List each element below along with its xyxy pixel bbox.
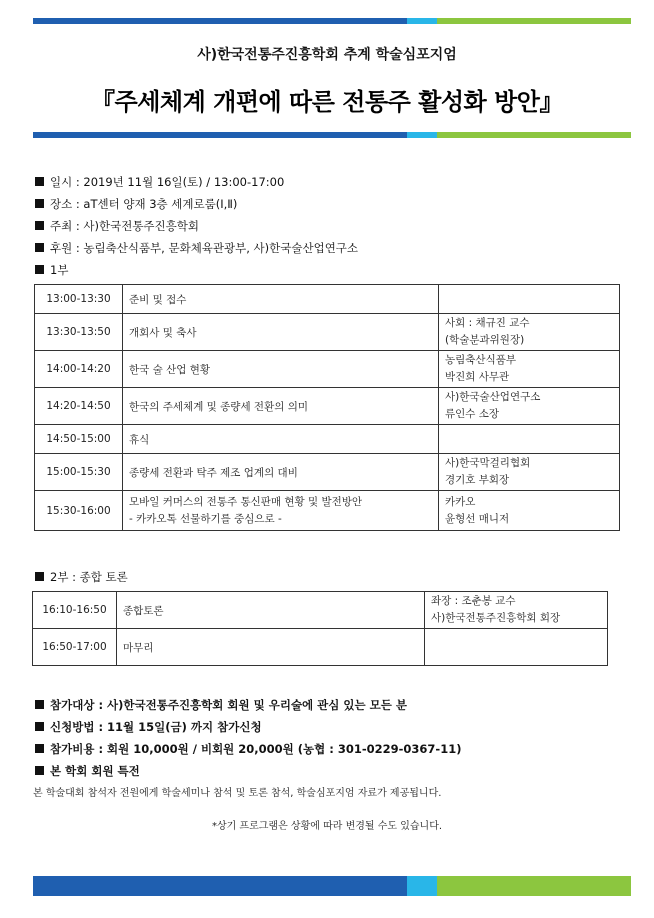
member-benefit-heading: 본 학회 회원 특전 bbox=[35, 763, 140, 779]
bullet-square-icon bbox=[35, 744, 44, 753]
table-row bbox=[35, 388, 620, 425]
info-place: 장소 : aT센터 양재 3층 세계로룸(Ⅰ,Ⅱ) bbox=[35, 196, 237, 212]
speaker-cell bbox=[439, 285, 620, 314]
speaker-cell: 카카오 윤형선 매니저 bbox=[439, 491, 620, 531]
participation-fee: 참가비용 : 회원 10,000원 / 비회원 20,000원 (농협 : 301-0229-0367-11) bbox=[35, 741, 461, 757]
table-row bbox=[35, 314, 620, 351]
participation-target: 참가대상 : 사)한국전통주진흥학회 회원 및 우리술에 관심 있는 모든 분 bbox=[35, 697, 407, 713]
table-row bbox=[35, 285, 620, 314]
table-row bbox=[33, 592, 608, 629]
session-title: 종량세 전환과 탁주 제조 업계의 대비 bbox=[123, 454, 439, 491]
table-row bbox=[35, 351, 620, 388]
session-title: 종합토론 bbox=[117, 592, 425, 629]
time-cell: 13:00-13:30 bbox=[35, 285, 123, 314]
session-title: 한국 술 산업 현황 bbox=[123, 351, 439, 388]
table-row bbox=[33, 629, 608, 666]
change-notice: *상기 프로그램은 상황에 따라 변경될 수도 있습니다. bbox=[211, 821, 443, 832]
part1-heading: 1부 bbox=[35, 262, 68, 278]
part2-program-table bbox=[32, 591, 608, 666]
time-cell: 16:50-17:00 bbox=[33, 629, 117, 666]
time-cell: 15:00-15:30 bbox=[35, 454, 123, 491]
session-title: 준비 및 접수 bbox=[123, 285, 439, 314]
table-row bbox=[35, 491, 620, 531]
page-title: 『주세체계 개편에 따른 전통주 활성화 방안』 bbox=[91, 88, 563, 116]
time-cell: 15:30-16:00 bbox=[35, 491, 123, 531]
top-color-bar bbox=[33, 18, 631, 24]
bullet-square-icon bbox=[35, 177, 44, 186]
bullet-square-icon bbox=[35, 221, 44, 230]
time-cell: 14:00-14:20 bbox=[35, 351, 123, 388]
bullet-square-icon bbox=[35, 265, 44, 274]
session-title: 휴식 bbox=[123, 425, 439, 454]
bottom-color-bar bbox=[33, 876, 631, 896]
info-sponsor: 후원 : 농림축산식품부, 문화체육관광부, 사)한국술산업연구소 bbox=[35, 240, 358, 256]
info-date: 일시 : 2019년 11월 16일(토) / 13:00-17:00 bbox=[35, 174, 284, 190]
part1-program-table bbox=[34, 284, 620, 531]
speaker-cell bbox=[425, 629, 608, 666]
time-cell: 14:20-14:50 bbox=[35, 388, 123, 425]
speaker-cell: 사)한국막걸리협회 경기호 부회장 bbox=[439, 454, 620, 491]
bullet-square-icon bbox=[35, 572, 44, 581]
session-title: 모바일 커머스의 전통주 통신판매 현황 및 발전방안 - 카카오톡 선물하기를 중심으로 - bbox=[123, 491, 439, 531]
bullet-square-icon bbox=[35, 722, 44, 731]
bullet-square-icon bbox=[35, 766, 44, 775]
speaker-cell: 사)한국술산업연구소 류인수 소장 bbox=[439, 388, 620, 425]
time-cell: 16:10-16:50 bbox=[33, 592, 117, 629]
session-title: 개회사 및 축사 bbox=[123, 314, 439, 351]
application-method: 신청방법 : 11월 15일(금) 까지 참가신청 bbox=[35, 719, 262, 735]
part2-heading: 2부 : 종합 토론 bbox=[35, 569, 128, 585]
bullet-square-icon bbox=[35, 199, 44, 208]
session-title: 한국의 주세체계 및 종량세 전환의 의미 bbox=[123, 388, 439, 425]
table-row bbox=[35, 454, 620, 491]
member-benefit-text: 본 학술대회 참석자 전원에게 학술세미나 참석 및 토론 참석, 학술심포지엄 자료가 제공됩니다. bbox=[33, 788, 442, 799]
bullet-square-icon bbox=[35, 243, 44, 252]
time-cell: 13:30-13:50 bbox=[35, 314, 123, 351]
speaker-cell: 좌장 : 조춘봉 교수 사)한국전통주진흥학회 회장 bbox=[425, 592, 608, 629]
speaker-cell bbox=[439, 425, 620, 454]
bullet-square-icon bbox=[35, 700, 44, 709]
speaker-cell: 사회 : 채규진 교수 (학술분과위원장) bbox=[439, 314, 620, 351]
organization-title: 사)한국전통주진흥학회 추계 학술심포지엄 bbox=[197, 47, 457, 63]
table-row bbox=[35, 425, 620, 454]
time-cell: 14:50-15:00 bbox=[35, 425, 123, 454]
session-title: 마무리 bbox=[117, 629, 425, 666]
title-underline-bar bbox=[33, 132, 631, 138]
info-host: 주최 : 사)한국전통주진흥학회 bbox=[35, 218, 199, 234]
speaker-cell: 농림축산식품부 박진희 사무관 bbox=[439, 351, 620, 388]
